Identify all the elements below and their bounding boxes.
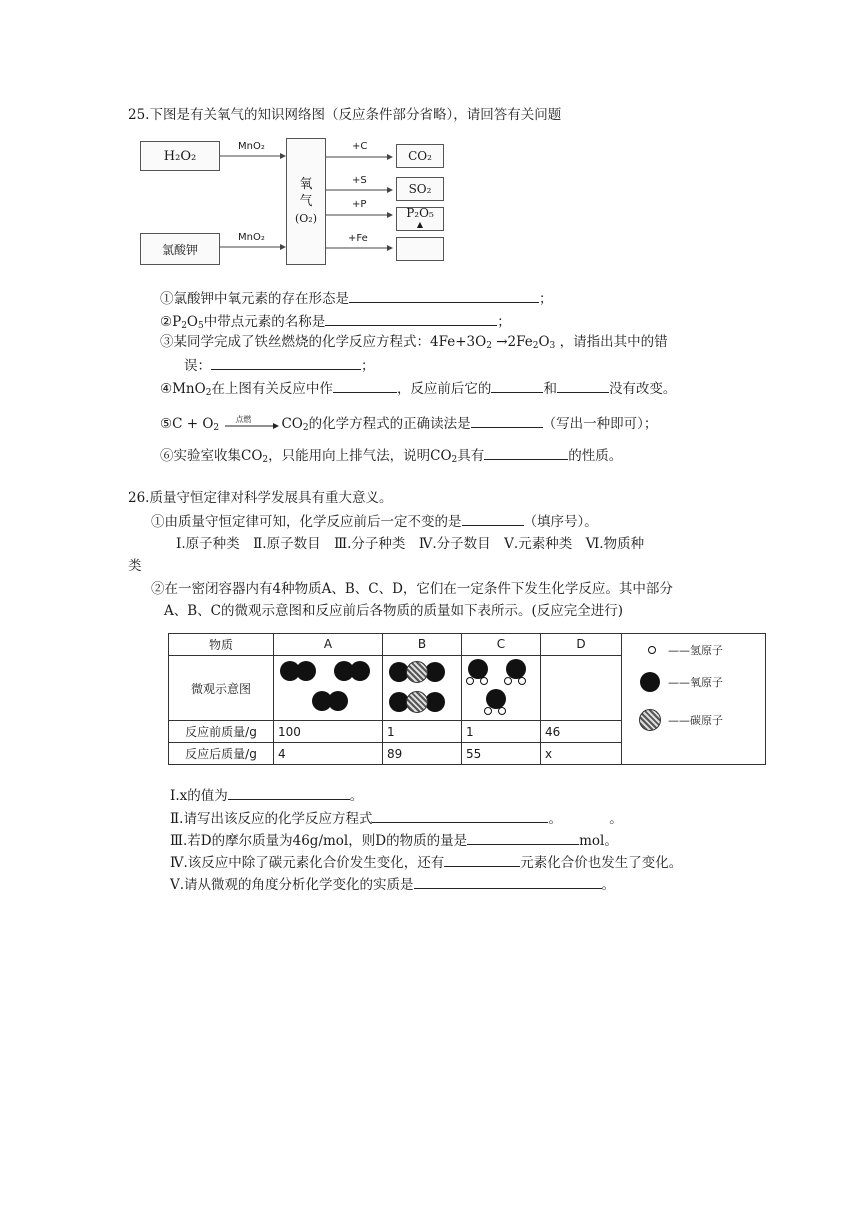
q26-sub3 [170, 830, 618, 850]
i4c: 在上图有关反应中作 [211, 381, 333, 397]
i2a: ②P [160, 314, 182, 330]
o2-molecule-icon [296, 661, 316, 681]
h2o-molecule-icon [468, 659, 488, 679]
oxygen-atom-icon [640, 672, 660, 692]
q26-sub2 [170, 808, 623, 828]
q25-item-1 [160, 288, 553, 308]
p2o5-formula: P₂O₅ [406, 206, 434, 220]
before-c: 1 [462, 721, 541, 743]
co2-molecule-icon [406, 661, 428, 683]
ignite-arrow [223, 414, 281, 433]
co2-box: CO₂ [396, 144, 444, 168]
header-b: B [383, 634, 462, 656]
i5b: 2 [213, 423, 220, 433]
mass-table [168, 633, 766, 765]
i5f: （写出一种即可）； [542, 416, 658, 432]
legend-carbon: ——碳原子 [668, 714, 723, 727]
blank-equation[interactable] [372, 808, 548, 823]
q25-item-3 [160, 333, 668, 355]
q26-s1-end: （填序号）。 [523, 514, 598, 530]
i3d: 2 [532, 341, 539, 351]
i4e: 和 [543, 381, 557, 397]
sub3-end: mol。 [579, 833, 618, 849]
i4f: 没有改变。 [608, 381, 677, 397]
dot-marker: ▲ [416, 220, 424, 229]
blank-4b[interactable] [491, 378, 543, 393]
h2o2-box: H₂O₂ [140, 141, 220, 171]
plus-fe-label: +Fe [348, 233, 368, 244]
micro-label: 微观示意图 [169, 655, 274, 721]
q26-s2a: ②在一密闭容器内有4种物质A、B、C、D，它们在一定条件下发生化学反应。其中部分 [151, 581, 673, 597]
i5c: CO [281, 416, 303, 432]
sub5-end: 。 [601, 877, 616, 893]
q25-item-6 [160, 445, 622, 469]
header-c: C [462, 634, 541, 656]
i3g: ，请指出其中的错 [555, 334, 668, 350]
i6b: 2 [262, 455, 269, 465]
plus-c-label: +C [352, 141, 368, 152]
before-d: 46 [541, 721, 622, 743]
header-substance: 物质 [169, 634, 274, 656]
blank-2[interactable] [325, 311, 497, 326]
co2-molecule-icon [425, 662, 445, 682]
q26-sub5 [170, 874, 615, 894]
h2o-molecule-icon [506, 659, 526, 679]
i3-end: ； [361, 358, 375, 374]
sub4-end: 元素化合价也发生了变化。 [520, 855, 683, 871]
header-d: D [541, 634, 622, 656]
i6d: 2 [451, 455, 458, 465]
fe-product-box [396, 237, 444, 261]
i2-end: ； [497, 314, 511, 330]
h2o-molecule-icon [498, 707, 506, 715]
h2o-molecule-icon [466, 677, 474, 685]
i6f: 的性质。 [568, 448, 623, 464]
micro-d [541, 655, 622, 721]
q25-item-5 [160, 413, 657, 437]
co2-molecule-icon [406, 691, 428, 713]
blank-1[interactable] [349, 288, 539, 303]
oxygen-char-1: 氧 [299, 177, 313, 192]
q25-stem: 25.下图是有关氧气的知识网络图（反应条件部分省略），请回答有关问题 [128, 107, 562, 123]
q26-options: Ⅰ.原子种类 Ⅱ.原子数目 Ⅲ.分子种类 Ⅳ.分子数目 Ⅴ.元素种类 Ⅵ.物质种 [176, 536, 645, 552]
q25-item-4 [160, 378, 676, 402]
blank-moles[interactable] [467, 830, 579, 845]
sub1-end: 。 [349, 788, 364, 804]
so2-box: SO₂ [396, 177, 444, 201]
blank-q26-1[interactable] [462, 511, 524, 526]
h2o-molecule-icon [486, 689, 506, 709]
q25-item-2 [160, 311, 511, 335]
blank-x[interactable] [228, 785, 350, 800]
q25-item-3-cont [184, 355, 375, 375]
after-b: 89 [383, 743, 462, 765]
q26-stem: 26.质量守恒定律对科学发展具有重大意义。 [128, 490, 393, 506]
kclo3-box: 氯酸钾 [140, 233, 220, 265]
i3e: O [538, 334, 550, 350]
i3b: 2 [486, 341, 492, 351]
i2e: 中带点元素的名称是 [203, 314, 326, 330]
o2-molecule-icon [328, 691, 348, 711]
blank-4c[interactable] [557, 378, 609, 393]
q26-sub1 [170, 785, 363, 805]
blank-5[interactable] [471, 413, 543, 428]
i2d: 5 [198, 321, 204, 331]
plus-s-label: +S [352, 175, 367, 186]
i3h: 误： [184, 358, 211, 374]
blank-4a[interactable] [333, 378, 397, 393]
i3c: →2Fe [491, 334, 533, 350]
q26-s1-text: ①由质量守恒定律可知，化学反应前后一定不变的是 [151, 514, 462, 530]
oxygen-formula: (O₂) [294, 212, 317, 225]
blank-element[interactable] [444, 852, 520, 867]
q25-item-1-text: ①氯酸钾中氧元素的存在形态是 [160, 291, 349, 307]
q25-item-1-end: ； [539, 291, 553, 307]
h2o-molecule-icon [484, 707, 492, 715]
sub4-text: Ⅳ.该反应中除了碳元素化合价发生变化，还有 [170, 855, 445, 871]
co2-molecule-icon [425, 692, 445, 712]
i3a: ③某同学完成了铁丝燃烧的化学反应方程式：4Fe+3O [160, 334, 487, 350]
h2o-molecule-icon [504, 677, 512, 685]
legend-cell [622, 634, 766, 765]
before-a: 100 [274, 721, 383, 743]
i4b: 2 [205, 388, 212, 398]
i6c: ，只能用向上排气法，说明CO [268, 448, 452, 464]
micro-a [274, 655, 383, 721]
h2o-molecule-icon [480, 677, 488, 685]
p2o5-box [396, 207, 444, 231]
after-c: 55 [462, 743, 541, 765]
sub1-text: Ⅰ.x的值为 [170, 788, 228, 804]
before-b: 1 [383, 721, 462, 743]
i3f: 3 [549, 341, 556, 351]
after-a: 4 [274, 743, 383, 765]
ignite-condition: 点燃 [235, 414, 252, 424]
sub2-text: Ⅱ.请写出该反应的化学反应方程式 [170, 811, 373, 827]
after-d: x [541, 743, 622, 765]
i2c: O [186, 314, 198, 330]
micro-b [383, 655, 462, 721]
oxygen-network-diagram [140, 135, 450, 275]
o2-molecule-icon [350, 661, 370, 681]
q26-s1 [151, 511, 598, 531]
plus-p-label: +P [352, 199, 367, 210]
carbon-atom-icon [639, 709, 661, 731]
i5e: 的化学方程式的正确读法是 [308, 416, 471, 432]
sub3-text: Ⅲ.若D的摩尔质量为46g/mol，则D的物质的量是 [170, 833, 468, 849]
i4d: ，反应前后它的 [396, 381, 492, 397]
h2o-molecule-icon [518, 677, 526, 685]
q26-s2b: A、B、C的微观示意图和反应前后各物质的质量如下表所示。(反应完全进行) [164, 603, 624, 619]
mno2-label-top: MnO₂ [238, 141, 265, 152]
oxygen-char-2: 气 [299, 194, 313, 209]
i6a: ⑥实验室收集CO [160, 448, 263, 464]
sub5-text: Ⅴ.请从微观的角度分析化学变化的实质是 [170, 877, 414, 893]
blank-6[interactable] [484, 445, 568, 460]
blank-essence[interactable] [414, 874, 602, 889]
i5d: 2 [302, 423, 309, 433]
i4a: ④MnO [160, 381, 206, 397]
before-label: 反应前质量/g [169, 721, 274, 743]
header-a: A [274, 634, 383, 656]
mno2-label-bottom: MnO₂ [238, 232, 265, 243]
sub2-end: 。 。 [548, 811, 623, 827]
blank-3[interactable] [211, 355, 361, 370]
after-label: 反应后质量/g [169, 743, 274, 765]
i5a: ⑤C + O [160, 416, 214, 432]
legend-oxygen: ——氧原子 [668, 676, 723, 689]
legend-hydrogen: ——氢原子 [668, 644, 723, 657]
i2b: 2 [181, 321, 187, 331]
q26-options-wrap: 类 [128, 558, 142, 574]
hydrogen-atom-icon [648, 646, 656, 654]
micro-c [462, 655, 541, 721]
i6e: 具有 [457, 448, 485, 464]
q26-sub4 [170, 852, 682, 872]
